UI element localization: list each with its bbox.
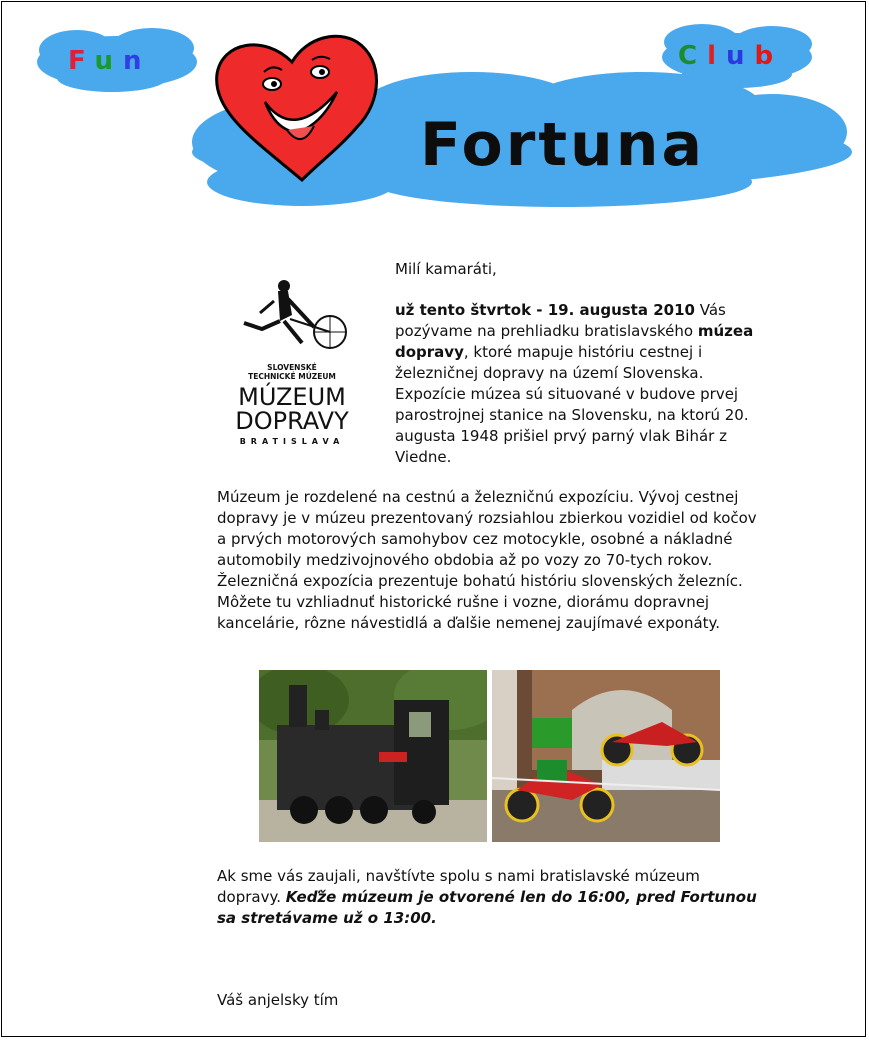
fun-letter-f: F [68,46,95,76]
museum-logo [222,277,362,452]
museum-description: Múzeum je rozdelené na cestnú a železničnú expozíciu. Vývoj cestnej dopravy je v múzeu prezentovaný rozsiahlou zbierkou vozidiel od kočov a prvých motorových samohybov cez motocykle, osobné a nákladné automobily medzivojnového obdobia až po vozy zo 70-tych rokov. Železničná expozícia prezentuje bohatú históriu slovenských železníc. Môžete tu vzhliadnuť historické rušne i vozne, diorámu dopravnej kancelárie, rôzne návestidlá a ďalšie nemenej zaujímavé exponáty. [217,488,757,632]
club-letter-u: u [726,41,755,71]
fortuna-title: Fortuna [420,110,705,180]
club-letter-c: C [678,41,708,71]
intro-text-2: , ktoré mapuje históriu cestnej i železničnej dopravy na území Slovenska. Expozície múzea sú situované v budove prvej parostrojnej stanice na Slovensku, na ktorú 20. augusta 1948 prišiel prvý parný vlak Bihár z Viedne. [395,343,749,466]
meeting-time-note: Keďže múzeum je otvorené len do 16:00, pred Fortunou sa stretávame už o 13:00. [217,888,757,927]
motorcycles-photo [492,670,720,842]
intro-paragraph [395,300,755,468]
fun-wordmark [68,46,152,76]
greeting: Milí kamaráti, [395,260,497,278]
header [2,2,866,222]
intro-text-1: Vás pozývame na prehliadku bratislavského [395,301,726,340]
invitation-text: Ak sme vás zaujali, navštívte spolu s nami bratislavské múzeum dopravy. [217,867,700,906]
logo-line5: BRATISLAVA [239,437,345,446]
fun-letter-u: u [94,46,123,76]
fun-letter-n: n [122,46,152,76]
signature: Váš anjelsky tím [217,991,339,1009]
intro-date: už tento štvrtok - 19. augusta 2010 [395,301,695,319]
logo-line3: MÚZEUM [238,383,346,411]
club-letter-b: b [754,41,784,71]
invitation-paragraph [217,866,762,929]
locomotive-photo [259,670,487,842]
logo-line4: DOPRAVY [235,407,349,435]
club-letter-l: l [707,41,727,71]
velocipede-rider-icon [222,277,362,452]
club-wordmark [678,41,783,71]
logo-line1: SLOVENSKÉ [267,363,317,372]
intro-museum: múzea dopravy [395,322,754,361]
page [1,1,866,1037]
logo-line2: TECHNICKÉ MÚZEUM [248,372,336,381]
